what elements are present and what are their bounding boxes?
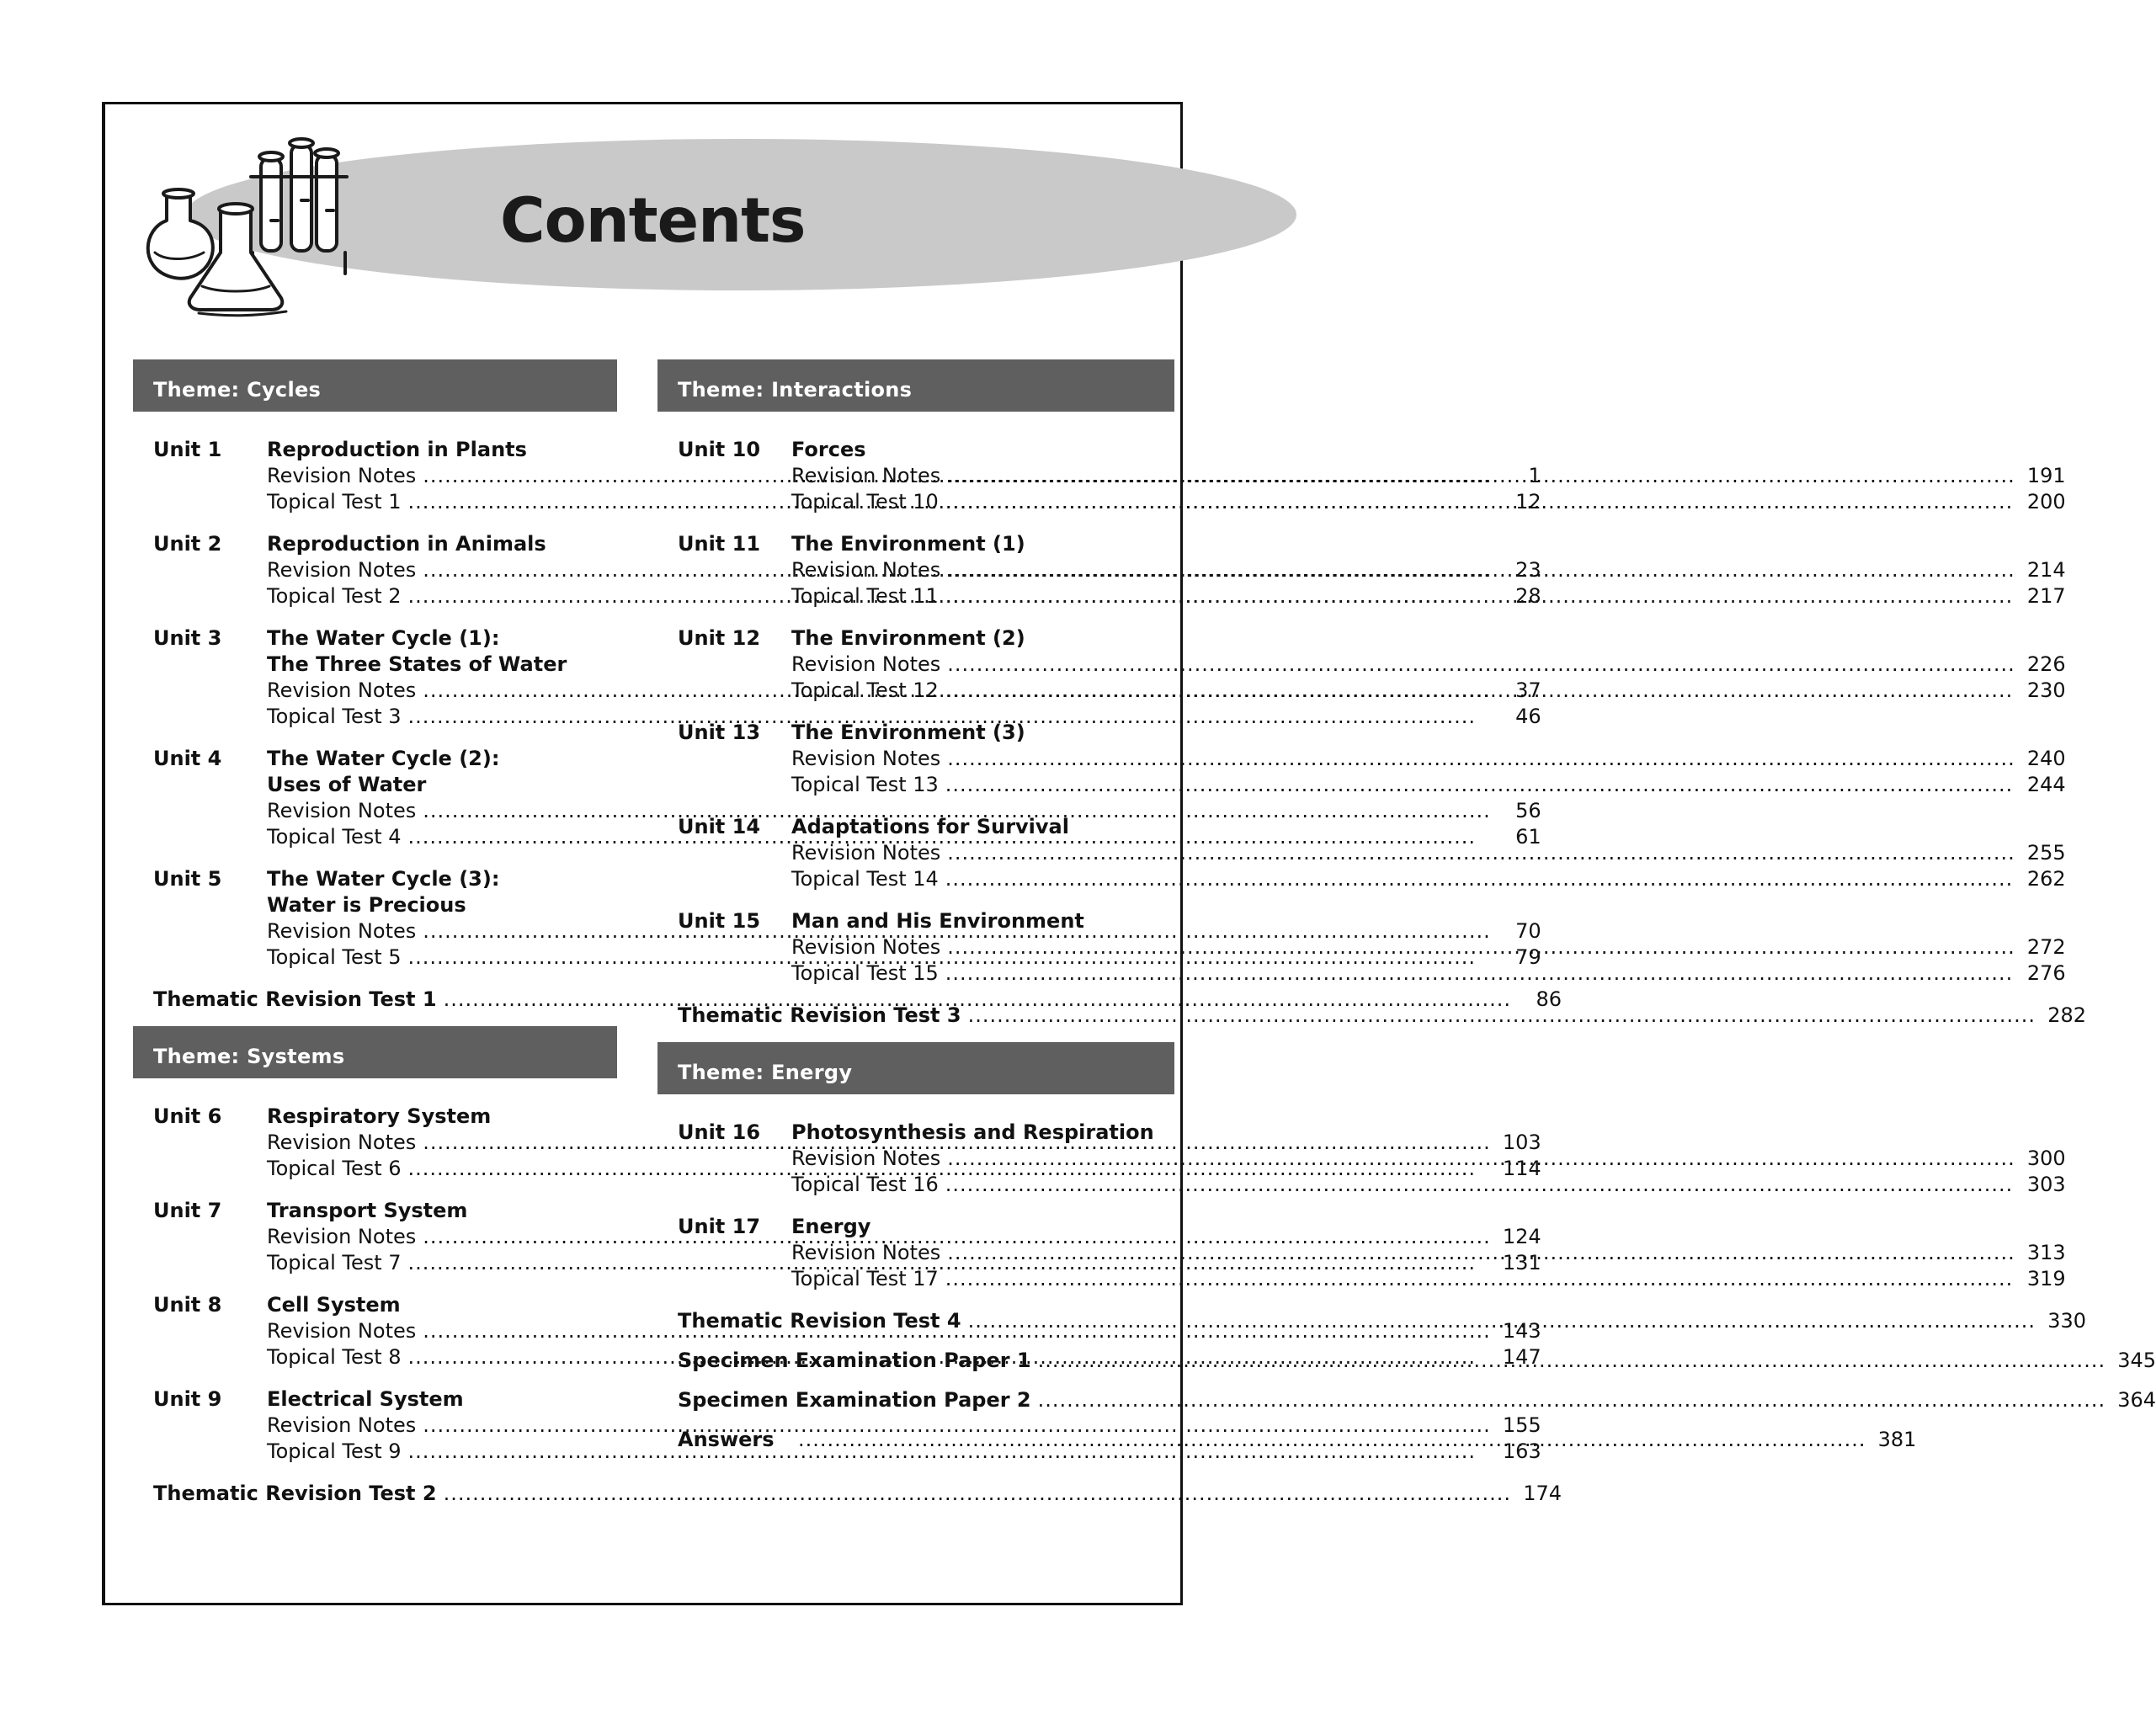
thematic-revision-test[interactable] [678,1003,2087,1029]
specimen-paper-2[interactable] [678,1387,2156,1413]
entry-revision-notes[interactable] [791,1146,2066,1172]
page-number: 191 [2026,464,2066,487]
entry-label: Revision Notes [791,558,941,582]
page-number: 143 [1502,1319,1541,1343]
entry-label: Revision Notes [791,747,941,770]
entry-revision-notes[interactable] [791,463,2066,489]
thematic-revision-test[interactable] [153,987,1562,1013]
entry-label: Revision Notes [791,1241,941,1264]
unit-title: Cell System [267,1293,401,1317]
entry-label: Topical Test 7 [267,1251,402,1274]
entry-label: Topical Test 17 [791,1267,939,1290]
page-number: 214 [2026,558,2066,582]
unit-title: Photosynthesis and Respiration [791,1120,1154,1144]
entry-revision-notes[interactable] [791,1240,2066,1266]
page-number: 330 [2047,1309,2087,1333]
entry-label: Topical Test 8 [267,1345,402,1369]
entry-label: Revision Notes [791,841,941,865]
page-number: 319 [2026,1267,2066,1290]
page-number: 300 [2026,1147,2066,1170]
entry-label: Revision Notes [267,1319,417,1343]
entry-topical-test[interactable] [791,489,2066,515]
dot-leader [945,678,2015,704]
unit-row[interactable] [678,720,2066,798]
dot-leader [945,960,2015,987]
entry-label: Revision Notes [791,1147,941,1170]
page-number: 240 [2026,747,2066,770]
page-number: 163 [1502,1439,1541,1463]
page-number: 226 [2026,652,2066,676]
page-number: 345 [2117,1349,2156,1372]
entry-revision-notes[interactable] [791,840,2066,866]
entry-label: Topical Test 11 [791,584,939,608]
entry-label: Revision Notes [267,1413,417,1437]
entry-label: Topical Test 15 [791,961,939,985]
page-number: 103 [1502,1131,1541,1154]
page-number: 114 [1502,1157,1541,1180]
page-number: 131 [1502,1251,1541,1274]
page-number: 303 [2026,1173,2066,1196]
entry-label: Revision Notes [267,678,417,702]
dot-leader [945,866,2015,892]
unit-number: Unit 11 [678,532,761,556]
entry-topical-test[interactable] [791,678,2066,704]
entry-revision-notes[interactable] [791,746,2066,772]
contents-header [126,126,1170,311]
entry-revision-notes[interactable] [791,652,2066,678]
dot-leader [947,652,2015,678]
page-title: Contents [500,185,806,257]
theme-heading: Theme: Systems [133,1026,617,1078]
entry-revision-notes[interactable] [791,557,2066,583]
entry-label: Topical Test 3 [267,705,402,728]
entry-label: Revision Notes [267,464,417,487]
unit-title: Transport System [267,1199,468,1222]
unit-number: Unit 8 [153,1293,222,1317]
entry-label: Specimen Examination Paper 1 [678,1349,1031,1372]
page-number: 174 [1523,1482,1562,1505]
entry-label: Thematic Revision Test 3 [678,1003,961,1027]
dot-leader [947,840,2015,866]
page-number: 155 [1502,1413,1541,1437]
unit-number: Unit 2 [153,532,222,556]
entry-label: Revision Notes [791,935,941,959]
theme-heading: Theme: Interactions [657,359,1174,412]
unit-number: Unit 9 [153,1387,222,1411]
unit-number: Unit 13 [678,721,761,744]
page-number: 37 [1515,678,1541,702]
dot-leader [968,1003,2036,1029]
page-number: 276 [2026,961,2066,985]
unit-title: The Environment (1) [791,532,1025,556]
unit-number: Unit 3 [153,626,222,650]
entry-label: Revision Notes [267,1131,417,1154]
unit-number: Unit 1 [153,438,222,461]
unit-title: The Water Cycle (1): [267,626,500,650]
unit-title: Forces [791,438,866,461]
entry-revision-notes[interactable] [791,934,2066,960]
entry-topical-test[interactable] [791,1266,2066,1292]
unit-number: Unit 7 [153,1199,222,1222]
entry-topical-test[interactable] [791,583,2066,609]
dot-leader [945,772,2015,798]
entry-label: Revision Notes [267,558,417,582]
page-number: 255 [2026,841,2066,865]
dot-leader [945,583,2015,609]
unit-title: The Water Cycle (3): [267,867,500,891]
page-number: 262 [2026,867,2066,891]
entry-label: Topical Test 13 [791,773,939,796]
entry-label: Thematic Revision Test 4 [678,1309,961,1333]
page-number: 364 [2117,1388,2156,1412]
unit-subtitle: Uses of Water [267,773,427,796]
unit-title: The Environment (2) [791,626,1025,650]
entry-label: Thematic Revision Test 2 [153,1482,437,1505]
unit-title: The Environment (3) [791,721,1025,744]
entry-label: Topical Test 5 [267,945,402,969]
page-number: 28 [1515,584,1541,608]
page-number: 147 [1502,1345,1541,1369]
dot-leader [1038,1348,2105,1374]
page-number: 56 [1515,799,1541,822]
entry-label: Specimen Examination Paper 2 [678,1388,1031,1412]
page-number: 1 [1528,464,1541,487]
dot-leader [945,489,2015,515]
dot-leader [945,1172,2015,1198]
dot-leader [444,1481,1511,1507]
unit-title: The Water Cycle (2): [267,747,500,770]
page-number: 244 [2026,773,2066,796]
unit-number: Unit 5 [153,867,222,891]
unit-number: Unit 10 [678,438,761,461]
entry-label: Topical Test 2 [267,584,402,608]
dot-leader [947,1146,2015,1172]
entry-label: Topical Test 4 [267,825,402,849]
page-number: 46 [1515,705,1541,728]
unit-title: Reproduction in Animals [267,532,546,556]
dot-leader [968,1308,2036,1334]
entry-label: Revision Notes [267,1225,417,1248]
dot-leader [947,934,2015,960]
unit-title: Respiratory System [267,1104,492,1128]
page-number: 217 [2026,584,2066,608]
theme-heading: Theme: Energy [657,1042,1174,1094]
dot-leader [798,1427,1866,1453]
page-number: 200 [2026,490,2066,513]
entry-label: Answers [678,1428,775,1451]
entry-label: Topical Test 10 [791,490,939,513]
dot-leader [945,1266,2015,1292]
entry-label: Revision Notes [267,799,417,822]
dot-leader [947,463,2015,489]
page-number: 12 [1515,490,1541,513]
unit-title: Man and His Environment [791,909,1084,933]
dot-leader [947,557,2015,583]
dot-leader [947,746,2015,772]
unit-subtitle: Water is Precious [267,893,466,917]
entry-topical-test[interactable] [791,960,2066,987]
dot-leader [1038,1387,2105,1413]
unit-title: Electrical System [267,1387,464,1411]
laboratory-glassware-icon [148,139,347,316]
entry-topical-test[interactable] [791,866,2066,892]
unit-number: Unit 6 [153,1104,222,1128]
entry-label: Revision Notes [791,464,941,487]
page-number: 61 [1515,825,1541,849]
entry-label: Topical Test 1 [267,490,402,513]
page-number: 313 [2026,1241,2066,1264]
page-number: 124 [1502,1225,1541,1248]
page-number: 282 [2047,1003,2087,1027]
entry-label: Revision Notes [791,652,941,676]
unit-number: Unit 17 [678,1215,761,1238]
entry-label: Topical Test 9 [267,1439,402,1463]
entry-label: Revision Notes [267,919,417,943]
entry-label: Topical Test 6 [267,1157,402,1180]
dot-leader [947,1240,2015,1266]
entry-label: Topical Test 14 [791,867,939,891]
unit-number: Unit 4 [153,747,222,770]
page-number: 86 [1536,987,1562,1011]
unit-number: Unit 14 [678,815,761,838]
thematic-revision-test[interactable] [153,1481,1562,1507]
unit-number: Unit 15 [678,909,761,933]
entry-label: Topical Test 12 [791,678,939,702]
page-number: 79 [1515,945,1541,969]
page-number: 381 [1877,1428,1917,1451]
entry-label: Topical Test 16 [791,1173,939,1196]
unit-title: Adaptations for Survival [791,815,1069,838]
page-number: 272 [2026,935,2066,959]
page-number: 23 [1515,558,1541,582]
unit-title: Energy [791,1215,871,1238]
entry-label: Thematic Revision Test 1 [153,987,437,1011]
page-number: 70 [1515,919,1541,943]
page-number: 230 [2026,678,2066,702]
entry-topical-test[interactable] [791,1172,2066,1198]
unit-number: Unit 12 [678,626,761,650]
theme-heading: Theme: Cycles [133,359,617,412]
entry-topical-test[interactable] [791,772,2066,798]
unit-title: Reproduction in Plants [267,438,527,461]
unit-subtitle: The Three States of Water [267,652,567,676]
unit-number: Unit 16 [678,1120,761,1144]
